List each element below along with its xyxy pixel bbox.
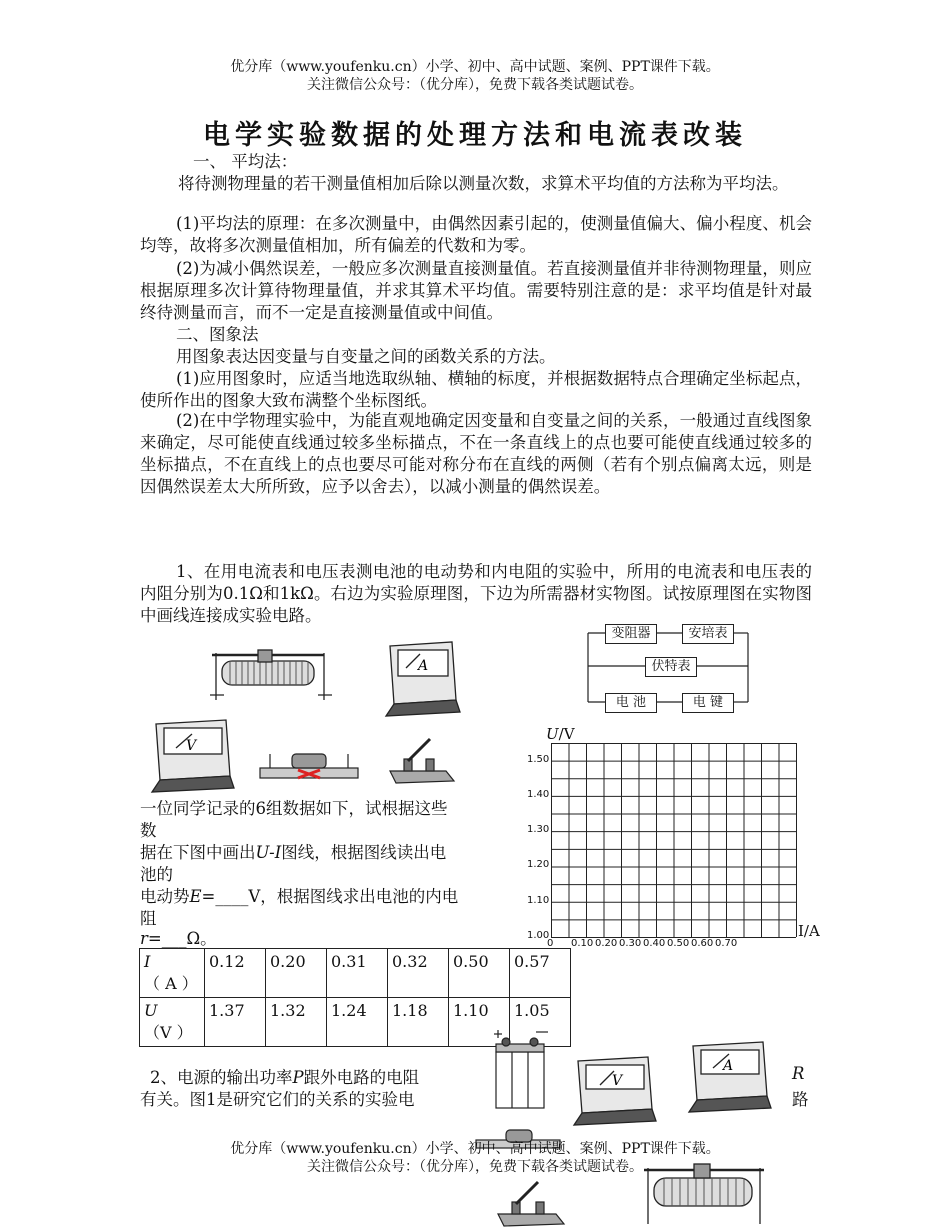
voltmeter2-illustration: [568, 1055, 660, 1127]
row-header-current: [140, 949, 205, 998]
resistor-illustration: [258, 748, 360, 782]
section2-intro: 用图象表达因变量与自变量之间的函数关系的方法。: [176, 347, 556, 366]
y-tick-label: 1.20: [527, 859, 550, 871]
q1-prompt-5a: 电动势: [140, 887, 190, 906]
y-tick-label: 1.00: [527, 930, 550, 941]
voltmeter-illustration: [146, 716, 238, 794]
switch2-illustration: [494, 1180, 566, 1230]
section1-p2: (2)为减小偶然误差，一般应多次测量直接测量值。若直接测量值并非待测物理量，则应根据原理多次计算待物理量值，并求其算术平均值。需要特别注意的是：求平均值是针对最终待测量而言，而不一定是直接测量值或中间值。: [140, 259, 812, 322]
section2-p2: (2)在中学物理实验中，为能直观地确定因变量和自变量之间的关系，一般通过直线图象来确定，尽可能使直线通过较多坐标描点，不在一条直线上的点也要可能使直线通过较多的坐标描点，不在直线上的点也要尽可能对称分布在直线的两侧（若有个别点偏离太远，则是因偶然误差太大所所致，应予以舍去），以减小测量的偶然误差。: [140, 411, 812, 496]
question2-right-r: R: [792, 1064, 805, 1083]
q1-prompt-7b: =___Ω。: [147, 929, 217, 948]
circuit-ammeter-box: 安培表: [682, 624, 734, 644]
current-unit: （ A ）: [144, 974, 198, 993]
q1-prompt-line-7: [140, 928, 505, 950]
section1-heading: 一、 平均法：: [193, 152, 298, 171]
table-cell: 1.10: [449, 998, 510, 1047]
chart-ylabel-unit: /V: [558, 725, 575, 743]
q1-prompt-line-6: 阻: [140, 909, 157, 928]
q1-prompt-5c: =____V，根据图线求出电池的内电: [201, 887, 459, 906]
q1-prompt-line-5: [140, 886, 505, 908]
y-tick-label: 1.50: [527, 753, 550, 765]
q1-prompt-line-2: 数: [140, 821, 157, 840]
y-tick-label: 1.40: [527, 788, 550, 800]
voltmeter-label: V: [186, 738, 197, 754]
q1-prompt-3b: U-I: [255, 843, 282, 862]
chart-ylabel: [546, 725, 575, 743]
x-tick-label: 0.40: [643, 938, 666, 949]
header-line-2: 关注微信公众号：（优分库），免费下载各类试题试卷。: [307, 77, 643, 93]
x-tick-label: 0.50: [667, 938, 690, 949]
table-cell: 0.50: [449, 949, 510, 998]
table-cell: 0.57: [510, 949, 571, 998]
ammeter2-label: A: [723, 1058, 734, 1074]
y-tick-label: 1.10: [527, 894, 550, 906]
table-cell: 0.31: [327, 949, 388, 998]
table-cell: 0.20: [266, 949, 327, 998]
chart-xlabel: I/A: [798, 922, 820, 940]
ui-grid-chart: [551, 743, 797, 938]
question2-right-lu: 路: [792, 1090, 809, 1109]
x-tick-label: 0.10: [571, 938, 594, 949]
section1-p1: (1)平均法的原理：在多次测量中，由偶然因素引起的，使测量值偏大、偏小程度、机会均等，故将多次测量值相加，所有偏差的代数和为零。: [140, 214, 812, 255]
current-symbol: I: [144, 952, 151, 971]
circuit-battery-box: 电 池: [605, 693, 657, 713]
x-tick-label: 0.20: [595, 938, 618, 949]
ammeter2-illustration: [683, 1040, 775, 1116]
question2-line-2: 有关。图1是研究它们的关系的实验电: [140, 1090, 415, 1109]
voltmeter2-label: V: [612, 1073, 623, 1089]
circuit-rheostat-box: 变阻器: [605, 624, 657, 644]
footer-line-2: 关注微信公众号：（优分库），免费下载各类试题试卷。: [307, 1159, 643, 1175]
q1-prompt-line-3: [140, 842, 505, 864]
q1-prompt-3c: 图线，根据图线读出电: [281, 843, 447, 862]
switch-illustration: [386, 735, 456, 787]
table-cell: 1.37: [205, 998, 266, 1047]
q1-prompt-7a: r: [140, 929, 148, 948]
page-title: 电学实验数据的处理方法和电流表改装: [203, 120, 747, 151]
section1-intro: 将待测物理量的若干测量值相加后除以测量次数，求算术平均值的方法称为平均法。: [178, 174, 789, 193]
section2-p1: (1)应用图象时，应适当地选取纵轴、横轴的标度，并根据数据特点合理确定坐标起点，使所作出的图象大致布满整个坐标图纸。: [140, 369, 812, 410]
x-tick-label: 0.70: [715, 938, 738, 949]
table-row-current: [140, 949, 571, 998]
table-cell: 0.32: [388, 949, 449, 998]
ammeter-label: A: [418, 658, 429, 674]
q1-prompt-line-1: 一位同学记录的6组数据如下，试根据这些: [140, 799, 448, 818]
q1-prompt-5b: E: [189, 887, 202, 906]
table-cell: 1.24: [327, 998, 388, 1047]
question1-text: 1、在用电流表和电压表测电池的电动势和内电阻的实验中，所用的电流表和电压表的内阻分别为0.1Ω和1kΩ。右边为实验原理图，下边为所需器材实物图。试按原理图在实物图中画线连接成实验电路。: [140, 562, 812, 625]
chart-ylabel-var: U: [546, 725, 559, 743]
section2-heading: 二、图象法: [176, 325, 259, 344]
circuit-key-box: 电 键: [682, 693, 734, 713]
q2-1a: 2、电源的输出功率: [150, 1068, 293, 1087]
ammeter-illustration: [380, 638, 462, 718]
row-header-voltage: [140, 998, 205, 1047]
x-tick-label: 0.30: [619, 938, 642, 949]
table-cell: 0.12: [205, 949, 266, 998]
q1-prompt-line-4: 池的: [140, 865, 173, 884]
header-line-1: 优分库（www.youfenku.cn）小学、初中、高中试题、案例、PPT课件下载。: [230, 59, 720, 75]
q2-1b: P: [292, 1068, 304, 1087]
battery-illustration: [490, 1030, 552, 1110]
voltage-symbol: U: [144, 1001, 158, 1020]
x-tick-label: 0.60: [691, 938, 714, 949]
question2-line-1: [140, 1064, 419, 1088]
y-tick-label: 1.30: [527, 824, 550, 836]
table-cell: 1.32: [266, 998, 327, 1047]
footer-line-1: 优分库（www.youfenku.cn）小学、初中、高中试题、案例、PPT课件下载。: [230, 1141, 720, 1157]
table-cell: 1.18: [388, 998, 449, 1047]
x-tick-label: 0: [547, 938, 554, 949]
rheostat-illustration: [208, 645, 333, 705]
circuit-voltmeter-box: 伏特表: [645, 657, 697, 677]
q2-1c: 跟外电路的电阻: [303, 1068, 420, 1087]
q1-prompt-3a: 据在下图中画出: [140, 843, 256, 862]
voltage-unit: （V ）: [144, 1023, 193, 1042]
table-cell: 1.05: [510, 998, 571, 1047]
